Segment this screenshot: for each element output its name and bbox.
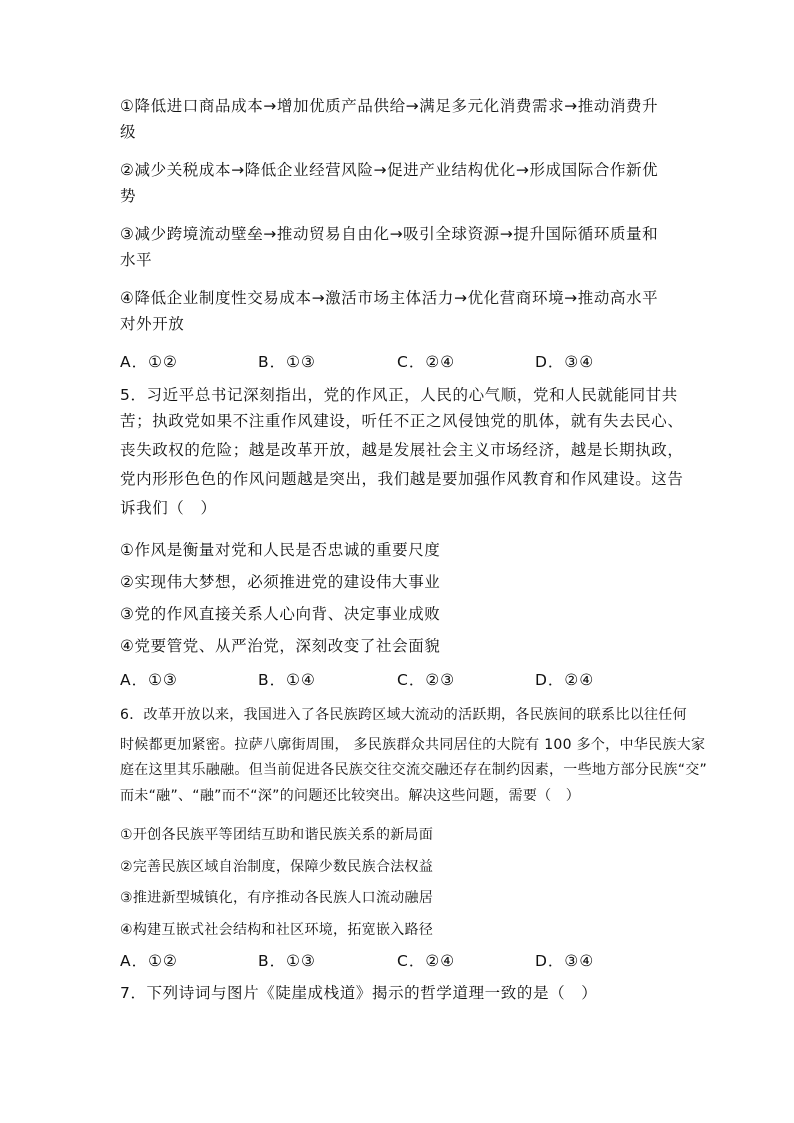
q6-stem-line-3: 庭在这里其乐融融。但当前促进各民族交往交流交融还存在制约因素，一些地方部分民族“交” — [120, 762, 708, 778]
q5-statement-2: ②实现伟大梦想，必须推进党的建设伟大事业 — [120, 573, 441, 591]
q5-stem-line-3: 丧失政权的危险；越是改革开放，越是发展社会主义市场经济，越是长期执政， — [120, 441, 684, 459]
q6-statement-2: ②完善民族区域自治制度，保障少数民族合法权益 — [120, 859, 434, 875]
q6-options — [120, 951, 680, 971]
q4-statement-1-line-1: ①降低进口商品成本→增加优质产品供给→满足多元化消费需求→推动消费升 — [120, 97, 659, 115]
q4-option-d[interactable]: D．③④ — [535, 353, 595, 371]
q4-statement-4-line-2: 对外开放 — [120, 315, 185, 333]
q5-options — [120, 670, 680, 690]
q5-statement-4: ④党要管党、从严治党，深刻改变了社会面貌 — [120, 637, 441, 655]
q6-statement-4: ④构建互嵌式社会结构和社区环境，拓宽嵌入路径 — [120, 922, 434, 938]
q7-stem: 7．下列诗词与图片《陡崖成栈道》揭示的哲学道理一致的是（ ） — [120, 984, 598, 1002]
q6-statement-3: ③推进新型城镇化，有序推动各民族人口流动融居 — [120, 890, 434, 906]
q5-statement-1: ①作风是衡量对党和人民是否忠诚的重要尺度 — [120, 541, 441, 559]
q4-statement-2-line-2: 势 — [120, 187, 137, 205]
q4-statement-2-line-1: ②减少关税成本→降低企业经营风险→促进产业结构优化→形成国际合作新优 — [120, 161, 659, 179]
q4-option-b[interactable]: B．①③ — [258, 353, 316, 371]
q4-statement-3-line-2: 水平 — [120, 251, 153, 269]
q6-option-b[interactable]: B．①③ — [258, 952, 316, 970]
q4-options — [120, 352, 680, 372]
q5-option-c[interactable]: C．②③ — [397, 671, 456, 689]
q5-statement-3: ③党的作风直接关系人心向背、决定事业成败 — [120, 605, 441, 623]
q6-option-d[interactable]: D．③④ — [535, 952, 595, 970]
q5-stem-line-5: 诉我们（ ） — [120, 499, 217, 517]
q4-statement-4-line-1: ④降低企业制度性交易成本→激活市场主体活力→优化营商环境→推动高水平 — [120, 289, 659, 307]
q4-option-a[interactable]: A．①② — [120, 353, 178, 371]
q6-stem-line-1: 6．改革开放以来，我国进入了各民族跨区域大流动的活跃期，各民族间的联系比以往任何 — [120, 707, 687, 723]
q5-stem-line-2: 苦；执政党如果不注重作风建设，听任不正之风侵蚀党的肌体，就有失去民心、 — [120, 412, 684, 430]
q6-option-c[interactable]: C．②④ — [397, 952, 456, 970]
q5-stem-line-4: 党内形形色色的作风问题越是突出，我们越是要加强作风教育和作风建设。这告 — [120, 470, 684, 488]
q5-option-a[interactable]: A．①③ — [120, 671, 178, 689]
q6-statement-1: ①开创各民族平等团结互助和谐民族关系的新局面 — [120, 827, 434, 843]
q5-option-d[interactable]: D．②④ — [535, 671, 595, 689]
q5-option-b[interactable]: B．①④ — [258, 671, 316, 689]
q4-statement-1-line-2: 级 — [120, 123, 137, 141]
q6-stem-line-4: 而未“融”、“融”而不“深”的问题还比较突出。解决这些问题，需要（ ） — [120, 788, 581, 804]
q6-stem-line-2: 时候都更加紧密。拉萨八廓街周围， 多民族群众共同居住的大院有 100 多个，中华民族大家 — [120, 737, 706, 753]
q5-stem-line-1: 5．习近平总书记深刻指出，党的作风正，人民的心气顺，党和人民就能同甘共 — [120, 386, 678, 404]
q4-statement-3-line-1: ③减少跨境流动壁垒→推动贸易自由化→吸引全球资源→提升国际循环质量和 — [120, 225, 659, 243]
q6-option-a[interactable]: A．①② — [120, 952, 178, 970]
q4-option-c[interactable]: C．②④ — [397, 353, 456, 371]
